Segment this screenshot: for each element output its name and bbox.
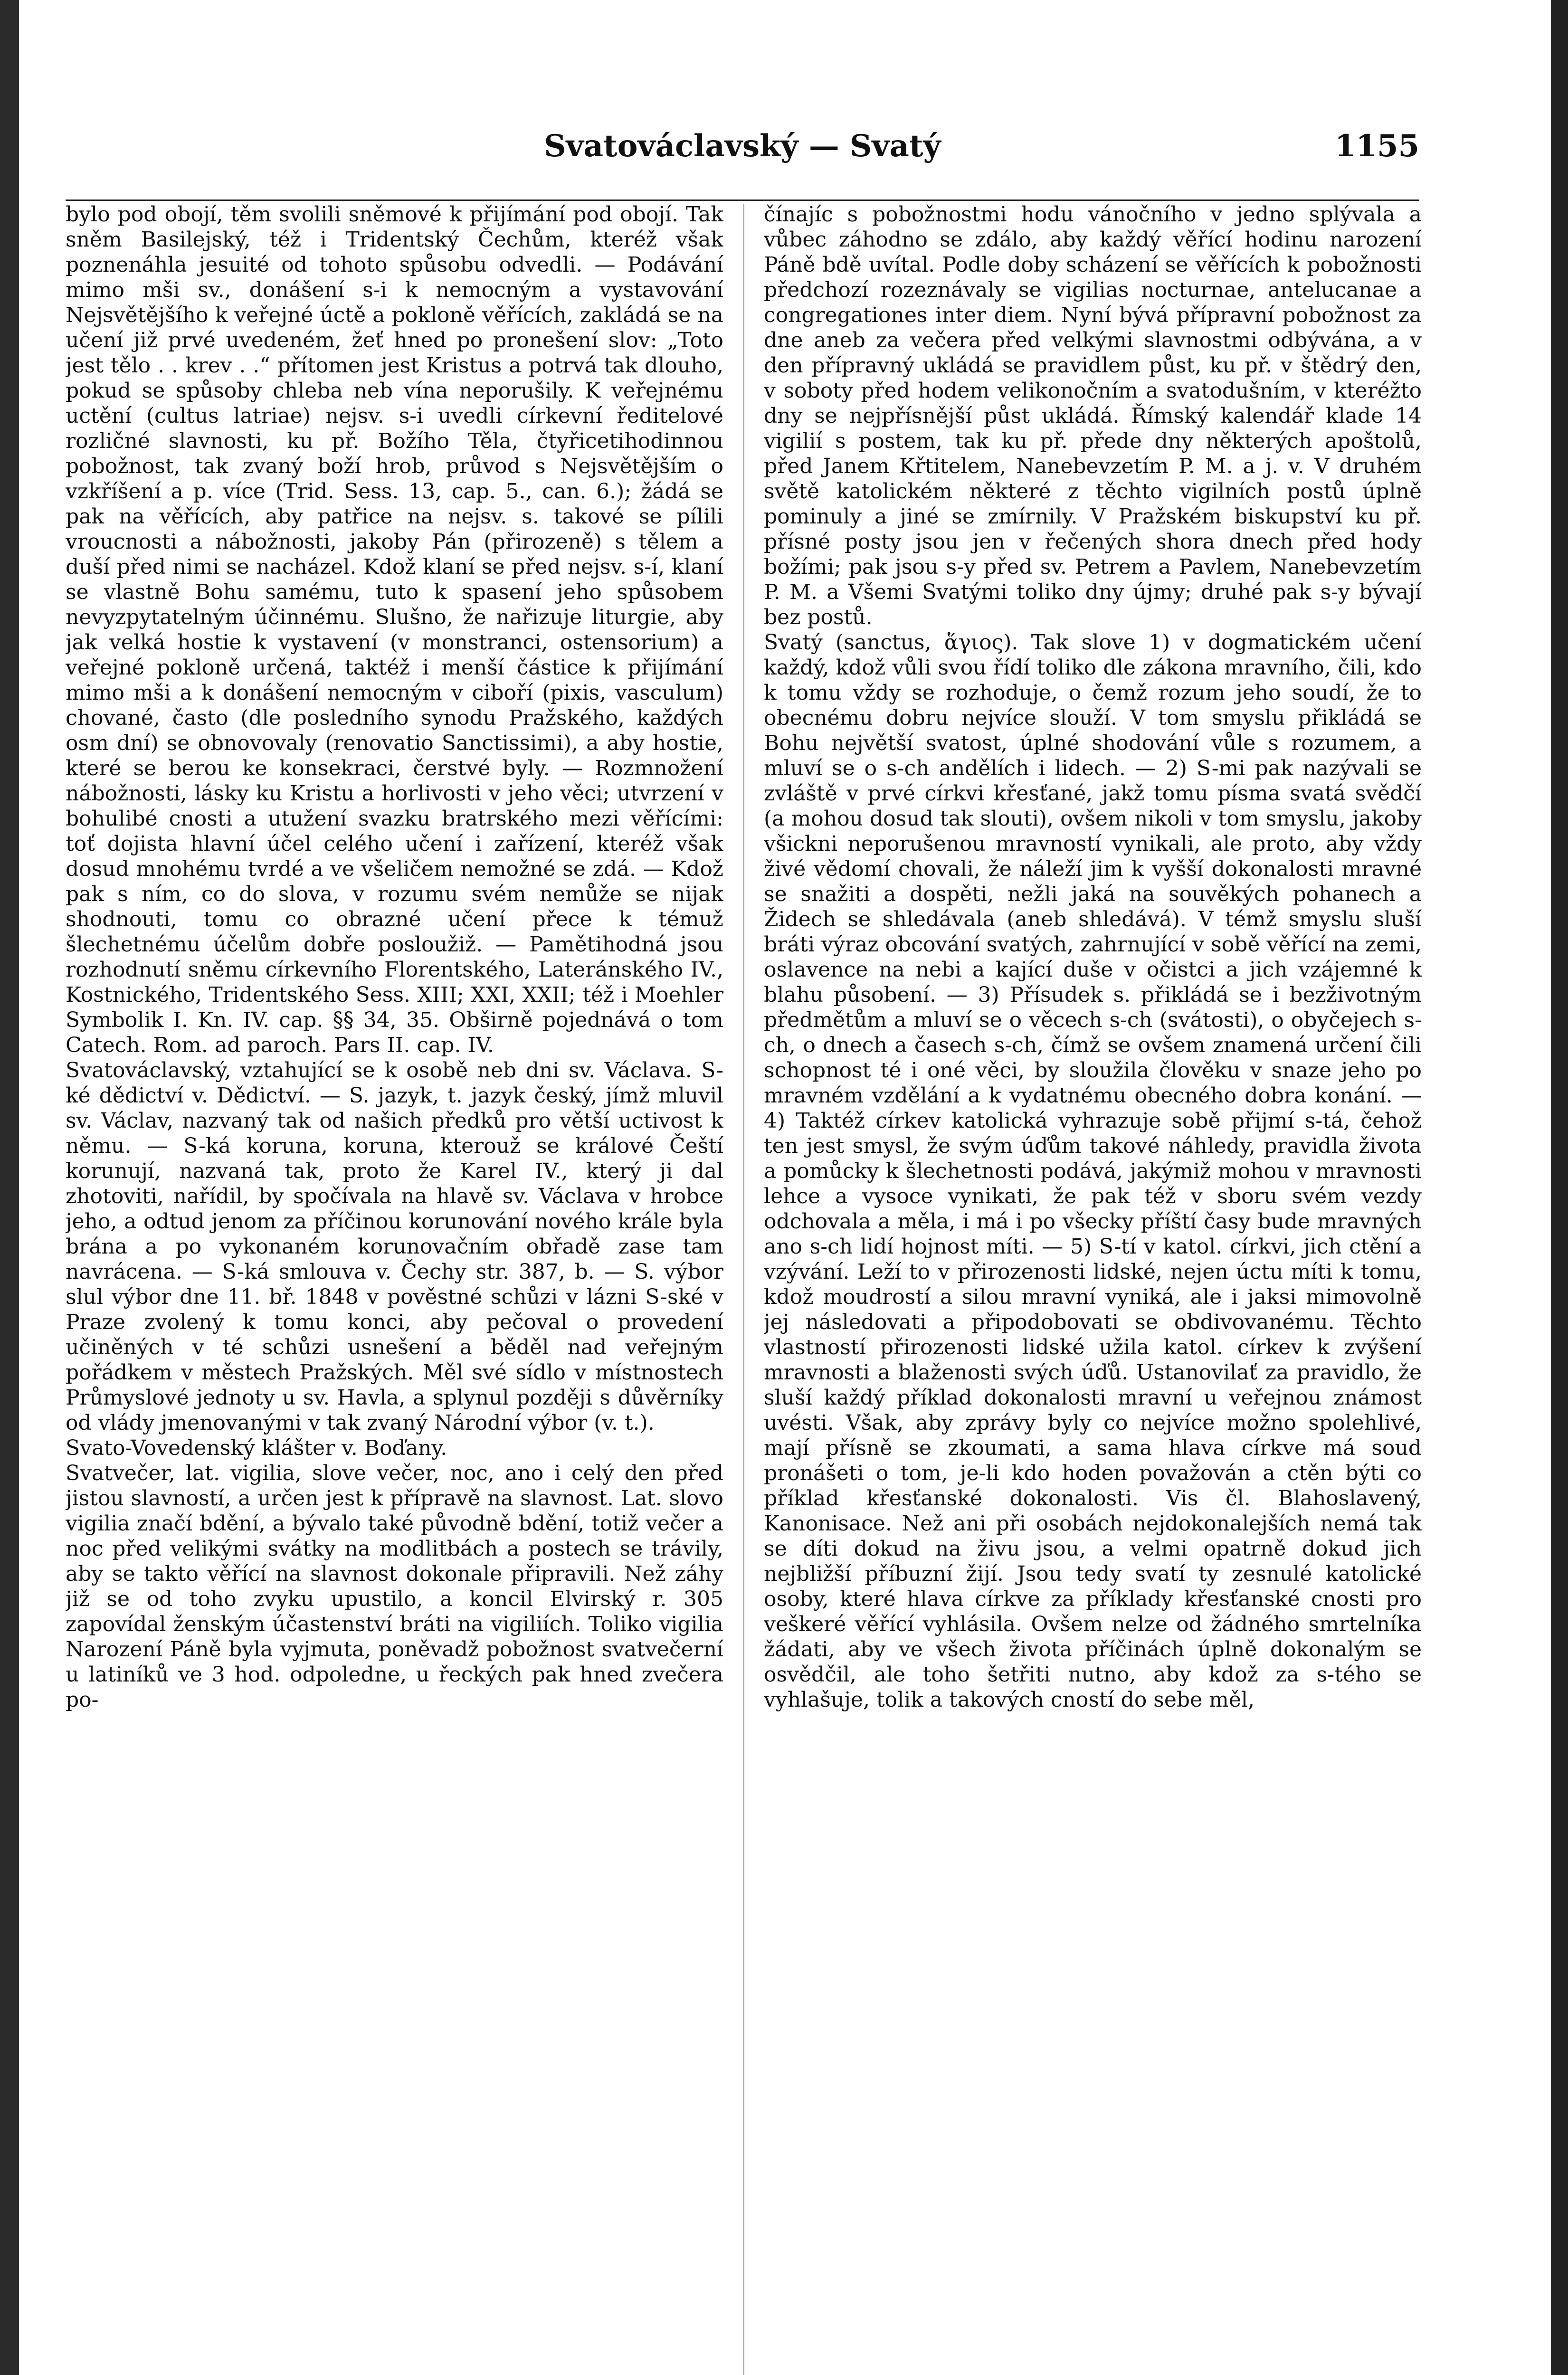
dictionary-page <box>66 109 1422 2375</box>
right-column <box>764 202 1422 2375</box>
entry-svatvecer: Svatvečer, lat. vigilia, slove večer, noc, ano i celý den před jistou slavností, a určen jest k přípravě na slavnost. Lat. slovo vigilia značí bdění, a bývalo také původně bdění, totiž večer a noc před velikými svátky na modlitbách a postech se trávily, aby se takto věřící na slavnost dokonale připravili. Než záhy již se od toho zvyku upustilo, a koncil Elvirský r. 305 zapovídal ženským účastenství bráti na vigiliích. Toliko vigilia Narození Páně byla vyjmuta, poněvadž pobožnost svatvečerní u latiníků ve 3 hod. odpoledne, u řeckých pak hned zvečera po- <box>66 1461 723 1712</box>
entry-continuation: bylo pod obojí, těm svolili sněmové k přijímání pod obojí. Tak sněm Basilejský, též i Tridentský Čechům, kteréž však poznenáhla jesuité od tohoto spůsobu odvedli. — Podávání mimo mši sv., donášení s-i k nemocným a vystavování Nejsvětějšího k veřejné úctě a pokloně věřících, zakládá se na učení již prvé uvedeném, žeť hned po pronešení slov: „Toto jest tělo . . krev . .“ přítomen jest Kristus a potrvá tak dlouho, pokud se spůsoby chleba neb vína neporušily. K veřejnému uctění (cultus latriae) nejsv. s-i uvedli církevní ředitelové rozličné slavnosti, ku př. Božího Těla, čtyřicetihodinnou pobožnost, tak zvaný boží hrob, průvod s Nejsvětějším o vzkříšení a p. více (Trid. Sess. 13, cap. 5., can. 6.); žádá se pak na věřících, aby patřice na nejsv. s. takové se pílili vroucnosti a nábožnosti, jakoby Pán (přirozeně) s tělem a duší před nimi se nacházel. Kdož klaní se před nejsv. s-í, klaní se vlastně Bohu samému, tuto k spasení jeho spůsobem nevyzpytatelným účinnému. Slušno, že nařizuje liturgie, aby jak velká hostie k vystavení (v monstranci, ostensorium) a veřejné pokloně určená, taktéž i menší částice k přijímání mimo mši a k donášení nemocným v ciboří (pixis, vasculum) chované, často (dle posledního synodu Pražského, každých osm dní) se obnovovaly (renovatio Sanctissimi), a aby hostie, které se berou ke konsekraci, čerstvé byly. — Rozmnožení nábožnosti, lásky ku Kristu a horlivosti v jeho věci; utvrzení v bohulibé cnosti a utužení svazku bratrského mezi věřícími: toť dojista hlavní účel celého učení i zařízení, kteréž však dosud mnohému tvrdé a ve všeličem nemožné se zdá. — Kdož pak s ním, co do slova, v rozumu svém nemůže se nijak shodnouti, tomu co obrazné učení přece k témuž šlechetnému účelům dobře posloužiž. — Pamětihodná jsou rozhodnutí sněmu církevního Florentského, Lateránského IV., Kostnického, Tridentského Sess. XIII; XXI, XXII; též i Moehler Symbolik I. Kn. IV. cap. §§ 34, 35. Obširně pojednává o tom Catech. Rom. ad paroch. Pars II. cap. IV. <box>66 202 723 1057</box>
page-header <box>66 128 1419 180</box>
entry-svatovaclavsky: Svatováclavský, vztahující se k osobě neb dni sv. Václava. S-ké dědictví v. Dědictví. — S. jazyk, t. jazyk český, jímž mluvil sv. Václav, nazvaný tak od našich předků pro větší uctivost k němu. — S-ká koruna, koruna, kterouž se králové Čeští korunují, nazvaná tak, proto že Karel IV., který ji dal zhotoviti, nařídil, by spočívala na hlavě sv. Václava v hrobce jeho, a odtud jenom za příčinou korunování nového krále byla brána a po vykonaném korunovačním obřadě zase tam navrácena. — S-ká smlouva v. Čechy str. 387, b. — S. výbor slul výbor dne 11. bř. 1848 v pověstné schůzi v lázni S-ské v Praze zvolený k tomu konci, aby pečoval o provedení učiněných v té schůzi usnešení a běděl nad veřejným pořádkem v městech Pražských. Měl své sídlo v místnostech Průmyslové jednoty u sv. Havla, a splynul později s důvěrníky od vlády jmenovanými v tak zvaný Národní výbor (v. t.). <box>66 1058 723 1435</box>
entry-svaty: Svatý (sanctus, ἅγιος). Tak slove 1) v dogmatickém učení každý, kdož vůli svou řídí toliko dle zákona mravního, čili, kdo k tomu vždy se rozhoduje, o čemž rozum jeho soudí, že to obecnému dobru nejvíce slouží. V tom smyslu přikládá se Bohu největší svatost, úplné shodování vůle s rozumem, a mluví se o s-ch andělích i lidech. — 2) S-mi pak nazývali se zvláště v prvé církvi křesťané, jakž tomu písma svatá svědčí (a mohou dosud tak slouti), ovšem nikoli v tom smyslu, jakoby všickni neporušenou mravností vynikali, ale proto, aby vždy živé vědomí chovali, že náleží jim k vyšší dokonalosti mravné se snažiti a dospěti, nežli jaká na souvěkých pohanech a Židech se shledávala (aneb shledává). V témž smyslu sluší bráti výraz obcování svatých, zahrnující v sobě věřící na zemi, oslavence na nebi a kající duše v očistci a jich vzájemné k blahu působení. — 3) Přísudek s. přikládá se i bezživotným předmětům a mluví se o věcech s-ch (svátosti), o obyčejech s-ch, o dnech a časech s-ch, čímž se ovšem znamená určení čili schopnost té i oné věci, by sloužila člověku v snaze jeho po mravném vzdělání a k vydatnému obecného dobra konání. — 4) Taktéž církev katolická vyhrazuje sobě přijmí s-tá, čehož ten jest smysl, že svým úďům takové náhledy, pravidla života a pomůcky k šlechetnosti podává, jakýmiž mohou v mravnosti lehce a vysoce vynikati, že pak též v sboru svém vezdy odchovala a měla, i má i po všecky příští časy bude mravných ano s-ch lidí hojnost míti. — 5) S-tí v katol. církvi, jich ctění a vzývání. Leží to v přirozenosti lidské, nejen úctu míti k tomu, kdož moudrostí a silou mravní vyniká, ale i jaksi mimovolně jej následovati a připodobovati se obdivovanému. Těchto vlastností přirozenosti lidské užila katol. církev k zvýšení mravnosti a blaženosti svých úďů. Ustanovilať za pravidlo, že sluší každý příklad dokonalosti mravní u veřejnou známost uvésti. Však, aby zprávy byly co nejvíce možno spolehlivé, mají přísně se zkoumati, a sama hlava církve má soud pronášeti o tom, je-li kdo hoden považován a ctěn býti co příklad křesťanské dokonalosti. Vis čl. Blahoslavený, Kanonisace. Než ani při osobách nejdokonalejších nemá tak se díti dokud na živu jsou, a velmi opatrně dokud jich nejbližší příbuzní žijí. Jsou tedy svatí ty zesnulé katolické osoby, které hlava církve za příklady křesťanské cnosti pro veškeré věřící vyhlásila. Ovšem nelze od žádného smrtelníka žádati, aby ve všech života příčinách úplně dokonalým se osvědčil, ale toho šetřiti nutno, aby kdož za s-tého se vyhlašuje, tolik a takových cností do sebe měl, <box>764 630 1422 1712</box>
column-divider <box>743 204 744 2375</box>
running-title: Svatováclavský — Svatý <box>544 128 941 164</box>
entry-svato-vovedensky: Svato-Vovedenský klášter v. Boďany. <box>66 1436 447 1460</box>
scan-edge-left <box>0 0 19 2375</box>
entry-svatvecer-continuation: čínajíc s pobožnostmi hodu vánočního v jedno splývala a vůbec záhodno se zdálo, aby každý věřící hodinu narození Páně bdě uvítal. Podle doby scházení se věřících k pobožnosti předchozí rozeznávaly se vigilias nocturnae, antelucanae a congregationes inter diem. Nyní bývá přípravní pobožnost za dne aneb za večera před velkými slavnostmi odbývána, a v den přípravný ukládá se pravidlem půst, ku př. v štědrý den, v soboty před hodem velikonočním a svatodušním, v kteréžto dny se nejpřísnější půst ukládá. Římský kalendář klade 14 vigilií s postem, tak ku př. přede dny některých apoštolů, před Janem Křtitelem, Nanebevzetím P. M. a j. v. V druhém světě katolickém některé z těchto vigilních postů úplně pominuly a jiné se zmírnily. V Pražském biskupství ku př. přísné posty jsou jen v řečených shora dnech před hody božími; pak jsou s-y před sv. Petrem a Pavlem, Nanebevzetím P. M. a Všemi Svatými toliko dny újmy; druhé pak s-y bývají bez postů. <box>764 202 1422 629</box>
left-column <box>66 202 723 2375</box>
page-number: 1155 <box>1334 128 1419 164</box>
header-rule <box>66 200 1419 201</box>
scan-edge-right <box>1551 0 1568 2375</box>
